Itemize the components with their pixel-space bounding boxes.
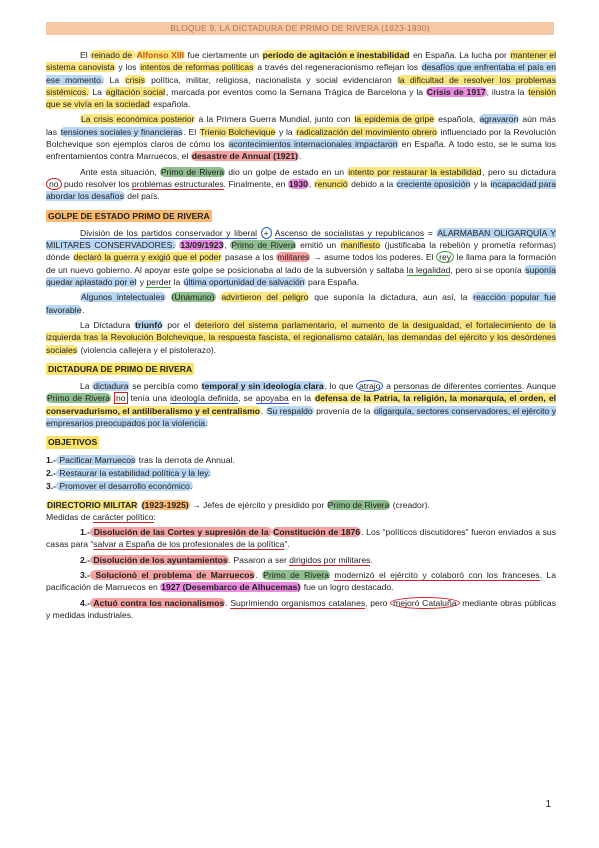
underlined-text: apoyaba (255, 393, 289, 404)
circled-word: mejoró Cataluña (390, 597, 459, 609)
highlight: Primo de Rivera (327, 499, 390, 510)
text: en España. A todo esto, se le suma los enfrentamientos contra Marruecos, el (46, 139, 557, 162)
text: la (171, 277, 183, 288)
text: , lo que (324, 381, 356, 392)
text: Medidas de (46, 511, 93, 522)
section-heading-dictadura: DICTADURA DE PRIMO DE RIVERA (48, 363, 193, 374)
text: , pero su dictadura (482, 166, 556, 177)
text: , (308, 178, 314, 189)
highlight: agravaron (479, 114, 519, 125)
medida-3 (46, 569, 556, 594)
text: fue ciertamente un (185, 50, 262, 60)
medida-4 (46, 597, 556, 622)
underlined-text: carácter político (92, 511, 154, 522)
highlight: 13/09/1923 (180, 240, 224, 251)
highlight: tensión que se vivía en la sociedad (46, 86, 556, 110)
highlight: oligarquía, sectores conservadores, el ejército y empresarios preocupados por la violencia. (46, 405, 556, 429)
text: tenía una (127, 393, 171, 404)
underlined-text: problemas estructurales (131, 178, 224, 189)
text: , ilustra la (486, 86, 528, 97)
highlight: ALARMABAN OLIGARQUÍA Y MILITARES CONSERVADORES. (46, 227, 557, 251)
highlight: Pacificar Marruecos (57, 454, 136, 465)
text: . Aunque (521, 381, 556, 392)
underlined-text: ideología definida (170, 393, 239, 404)
text: (creador). (390, 499, 430, 510)
highlight: La crisis económica posterior (81, 114, 195, 125)
text: → asume todos los poderes. El (310, 252, 437, 263)
text: pudo resolver los (61, 178, 132, 189)
golpe-paragraph-1 (46, 227, 556, 288)
underlined-text: Suprimiendo organismos catalanes (230, 597, 366, 608)
highlight: manifiesto (340, 240, 380, 251)
highlight: deterioro del sistema parlamentario, el aumento de la desigualdad, el fortalecimiento de la izquierda tras la Revolución Bolchevique, la respuesta fascista, el regionalismo catalán, las demandas del ejército y los desórdenes sociales (46, 319, 556, 355)
text: . (82, 304, 85, 315)
highlight: Primo de Rivera (231, 240, 296, 251)
highlight: incapacidad para abordar los desafíos (46, 178, 557, 202)
text: . (370, 554, 373, 565)
golpe-paragraph-3 (46, 319, 556, 356)
underlined-text: perder (146, 277, 172, 288)
highlight: Primo de Rivera (263, 569, 329, 580)
highlight: advirtieron del peligro (221, 292, 309, 303)
underlined-text: la legalidad (406, 264, 451, 275)
medida-1 (46, 526, 556, 551)
highlight: temporal y sin ideología clara (201, 381, 324, 392)
highlight: agitación social (105, 86, 166, 97)
text: española, (435, 114, 479, 125)
list-item (46, 467, 556, 479)
text: en la (288, 393, 315, 404)
text: . Los “políticos discutidores” fueron enviados a sus casas para “ (46, 527, 557, 550)
section-heading-golpe: GOLPE DE ESTADO PRIMO DE RIVERA (48, 210, 210, 221)
text: . (255, 569, 263, 580)
text: (justificaba la rebelión y prometía reformas) dónde (46, 240, 557, 263)
highlight: Trienio Bolchevique (199, 126, 276, 137)
text: La Dictadura (80, 319, 135, 330)
highlight: Su respaldo (266, 405, 313, 416)
highlight: triunfó (135, 319, 163, 330)
text: pasase a los (222, 252, 277, 263)
text: a la Primera Guerra Mundial, junto con (195, 114, 354, 125)
highlight: crisis (125, 74, 145, 85)
text: : (153, 511, 156, 522)
golpe-paragraph-2 (46, 291, 556, 316)
text: dio un golpe de estado en un (225, 166, 348, 177)
text: La (80, 381, 93, 392)
text: por el (163, 319, 195, 330)
underlined-text: Ascenso de socialistas y republicanos (274, 227, 425, 238)
highlight: militares (277, 252, 310, 263)
list-number: 2.- (80, 554, 91, 565)
highlight: Restaurar la estabilidad política y la ley. (57, 467, 211, 478)
intro-paragraph-2 (46, 113, 556, 162)
text: , se (238, 393, 256, 404)
text: debido a la (348, 178, 396, 189)
document-content (46, 49, 556, 624)
page-number: 1 (545, 799, 551, 810)
highlight: Disolución de los ayuntamientos (91, 554, 228, 565)
highlight: intento por restaurar la estabilidad (348, 166, 482, 177)
text: . El (183, 126, 199, 137)
highlight: desastre de Annual (1921) (191, 151, 298, 162)
text: se percibía como (129, 381, 201, 392)
list-number: 1.- (80, 527, 91, 538)
text: que suponía la dictadura, aun así, la (309, 292, 473, 303)
highlight: declaró la guerra y exigió que el poder (73, 252, 222, 263)
highlight: Actuó contra los nacionalismos (91, 597, 225, 608)
highlight: mantener el sistema canovista (46, 50, 556, 73)
intro-paragraph-1 (46, 49, 556, 110)
text: La (89, 86, 105, 97)
highlight: defensa de la Patria, la religión, la monarquía, el orden, el conservadurismo, el antiliberalismo y el centralismo (46, 393, 556, 416)
list-item (46, 454, 556, 466)
text: ”. (284, 539, 290, 550)
highlight: suponía quedar aplastado por el (46, 264, 557, 288)
highlight: Primo de Rivera (160, 166, 225, 177)
circled-word: atrajo (356, 380, 384, 392)
highlight: Solucionó el problema de Marruecos (91, 569, 255, 580)
text: y la (471, 178, 490, 189)
highlight: Crisis de 1917 (426, 86, 486, 97)
underlined-text: salvar a España de los profesionales de la política (93, 539, 285, 550)
text: , marcada por eventos como la Semana Trágica de Barcelona y la (166, 86, 426, 97)
text: tras la derrota de Annual. (136, 454, 235, 465)
highlight: período de agitación e inestabilidad (262, 50, 410, 60)
underlined-text: dirigidos por militares (289, 554, 371, 565)
text: . (225, 597, 231, 608)
text: (violencia callejera y el pistolerazo). (78, 344, 217, 355)
text: política, militar, religiosa, nacionalista y social evidenciaron (145, 74, 397, 85)
underlined-text: modernizó el ejército y colaboró con los franceses (334, 569, 540, 580)
highlight: Primo de Rivera (47, 393, 110, 404)
text: emitió un (296, 240, 340, 251)
text: y (137, 277, 147, 288)
highlight: 1930 (288, 178, 308, 189)
text: , pero (365, 597, 391, 608)
highlight: Disolución de las Cortes y supresión de la (91, 527, 272, 538)
text: española. (150, 99, 191, 110)
circled-word: no (46, 178, 62, 190)
highlight: reinado de (91, 50, 135, 60)
highlight: intentos de reformas políticas (140, 62, 254, 73)
text: , pero si se oponía (450, 264, 525, 275)
text: , (224, 240, 231, 251)
highlight: acontecimientos internacionales impactaron (228, 139, 398, 150)
text: . (261, 405, 266, 416)
highlight: Alfonso XIII (136, 50, 184, 60)
section-heading-objetivos: OBJETIVOS (48, 437, 98, 448)
highlight: tensiones sociales y financieras (60, 126, 183, 137)
list-item (46, 480, 556, 492)
text: a través del regeneracionismo reflejan los (254, 62, 421, 73)
objetivos-list (46, 454, 556, 493)
text: . (298, 151, 302, 162)
text: para España. (305, 277, 360, 288)
text: La (104, 74, 125, 85)
text: influenciado por la Revolución Bolchevique son ejemplos claros de cómo los (46, 126, 557, 150)
text: Ante esta situación, (80, 166, 160, 177)
highlight: Constitución de 1876 (273, 527, 361, 538)
highlight: última oportunidad de salvación (183, 277, 305, 288)
highlight: Algunos intelectuales (81, 292, 165, 303)
text: y la (276, 126, 296, 137)
text: . Finalmente, en (223, 178, 288, 189)
directorio-label: DIRECTORIO MILITAR (47, 499, 138, 510)
text: le llama para la formación de un nuevo gobierno. Al apoyar este golpe se posicionaba al lado de la subversión y saltaba (46, 252, 556, 275)
text (166, 292, 171, 302)
highlight: la dificultad de resolver los problemas sistémicos. (46, 74, 556, 97)
list-number: 2.- (46, 467, 57, 478)
text: a (383, 381, 394, 392)
text: y los (115, 62, 140, 73)
intro-paragraph-3 (46, 166, 556, 203)
text: aún más las (46, 114, 557, 137)
list-number: 4.- (80, 597, 91, 608)
circled-word: rey (436, 251, 454, 263)
directorio-heading-line (46, 499, 556, 524)
text: . Pasaron a ser (228, 554, 290, 565)
highlight: dictadura (93, 381, 129, 392)
list-number: 1.- (46, 454, 57, 465)
highlight: renunció (314, 178, 348, 189)
circled-plus: + (261, 227, 272, 239)
text: del país. (124, 191, 160, 202)
highlight: reacción popular fue favorable (46, 292, 557, 315)
text: El (80, 50, 91, 60)
page-banner: BLOQUE 9. LA DICTADURA DE PRIMO DE RIVERA (1923-1930) (46, 22, 554, 35)
underlined-text: División de los partidos conservador y liberal (80, 227, 258, 238)
highlight: radicalización del movimiento obrero (296, 126, 437, 137)
text: provenía de la (313, 405, 373, 416)
list-number: 3.- (46, 481, 57, 492)
highlight: Promover el desarrollo económico. (57, 481, 193, 492)
text: en España. La lucha por (410, 50, 510, 60)
highlight: 1927 (Desembarco de Alhucemas) (161, 582, 301, 593)
highlight: la epidemia de gripe (354, 114, 435, 125)
text: → Jefes de ejército y presidido por (189, 499, 327, 510)
boxed-word: no (115, 393, 126, 404)
text: mediante obras públicas y medidas industriales. (46, 597, 556, 620)
directorio-years: (1923-1925) (141, 499, 189, 510)
medida-2 (46, 554, 556, 566)
highlight: (Unamuno) (171, 292, 215, 303)
highlight: desafíos que enfrentaba el país en ese momento. (46, 62, 556, 85)
dictadura-paragraph (46, 380, 556, 429)
text: . La pacificación de Marruecos en (46, 569, 557, 593)
text: fue un logro destacado. (301, 582, 394, 593)
highlight: creciente oposición (396, 178, 471, 189)
underlined-text: personas de diferentes corrientes (393, 381, 522, 392)
text: = (424, 227, 437, 238)
list-number: 3.- (80, 569, 91, 580)
